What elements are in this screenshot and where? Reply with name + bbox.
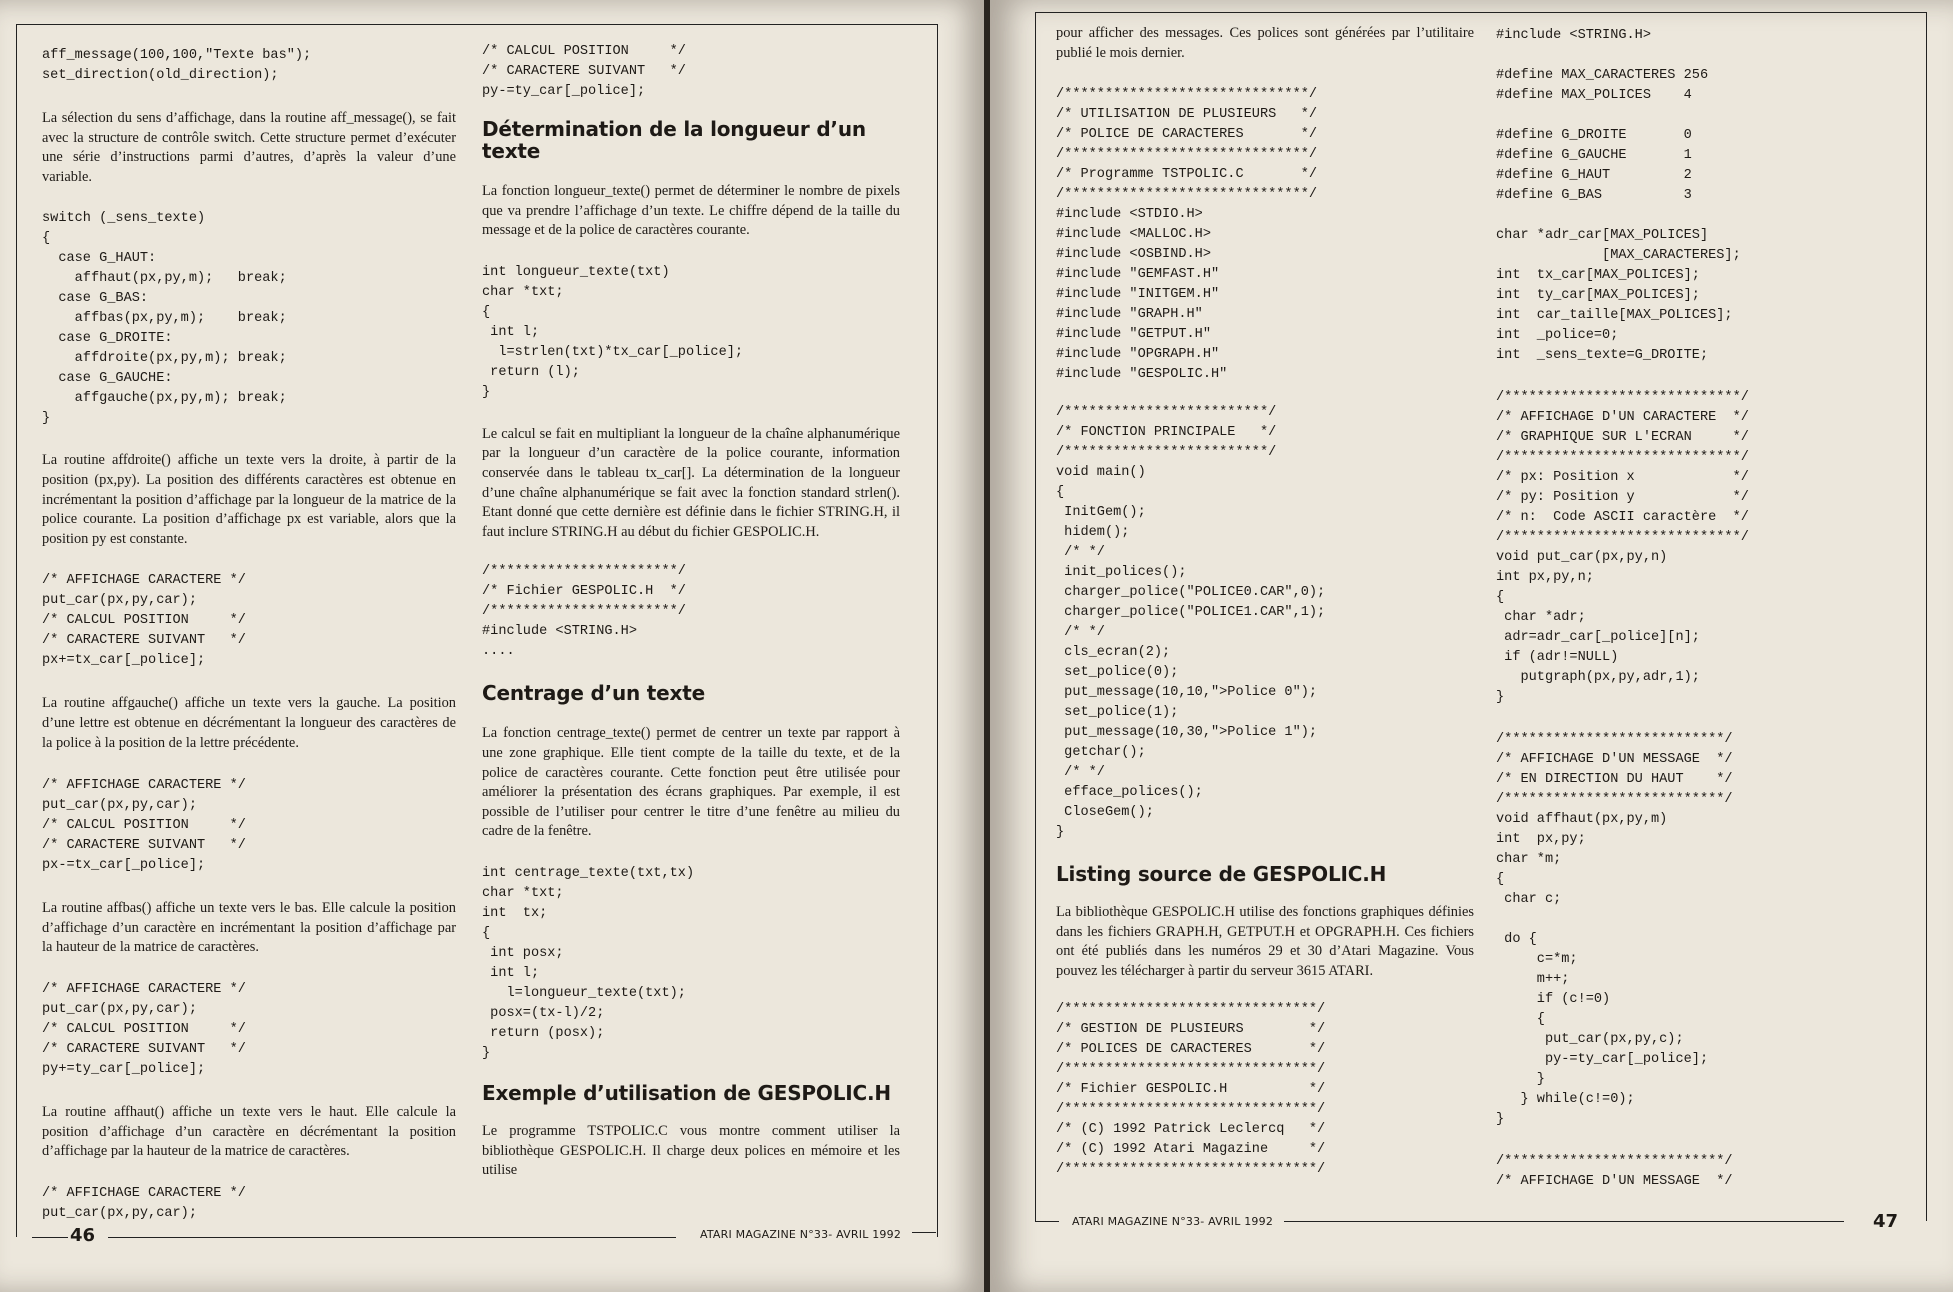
right-footer-rule	[1035, 1221, 1059, 1222]
code-listing: /* CALCUL POSITION */ /* CARACTERE SUIVANT */ py-=ty_car[_police];	[482, 44, 686, 99]
body-paragraph: La sélection du sens d’affichage, dans la routine aff_message(), se fait avec la structure de contrôle switch. Cette structure permet d’exécuter une série d’instructions parmi d’autres, d’après la valeur d’une variable.	[42, 110, 456, 185]
body-paragraph: La fonction centrage_texte() permet de centrer un texte par rapport à une zone graphique. Elle tient compte de la taille du texte, et de la police de caractères courante. Cette fonction peut être utilisée pour améliorer la présentation des écrans graphiques. Par exemple, il est possible de l’utiliser pour centrer le titre d’une fenêtre au milieu du cadre de la fenêtre.	[482, 725, 900, 840]
body-paragraph: Le programme TSTPOLIC.C vous montre comment utiliser la bibliothèque GESPOLIC.H. Il charge deux polices en mémoire et les utilise	[482, 1122, 900, 1179]
body-paragraph: pour afficher des messages. Ces polices sont générées par l’utilitaire publié le mois dernier.	[1056, 25, 1474, 61]
right-column-2	[1496, 26, 1910, 1192]
right-page	[990, 0, 1953, 1292]
right-page-number: 47	[1873, 1211, 1899, 1232]
body-paragraph: La routine affgauche() affiche un texte vers la gauche. La position d’une lettre est obtenue en décrémentant la longueur des caractères de la police à la position de la lettre précédente.	[42, 695, 456, 751]
code-listing: /***************************/ /* AFFICHAGE D'UN MESSAGE */	[1496, 1154, 1733, 1189]
code-listing: /******************************/ /* UTILISATION DE PLUSIEURS */ /* POLICE DE CARACTERES */ /******************************/ /* Programme TSTPOLIC.C */ /******************************/ #include <STDIO.H> #include <MALLOC.H> #include <OSBIND.H> #include "GEMFAST.H" #include "INITGEM.H" #include "GRAPH.H" #include "GETPUT.H" #include "OPGRAPH.H" #include "GESPOLIC.H"	[1056, 87, 1318, 383]
code-listing: aff_message(100,100,"Texte bas"); set_direction(old_direction);	[42, 48, 312, 83]
code-listing: switch (_sens_texte) { case G_HAUT: affhaut(px,py,m); break; case G_BAS: affbas(px,py,m); break; case G_DROITE: affdroite(px,py,m); break; case G_GAUCHE: affgauche(px,py,m); break; }	[42, 211, 287, 427]
left-footer-rule	[32, 1237, 68, 1238]
left-column-1	[42, 46, 456, 1224]
code-listing: /*****************************/ /* AFFICHAGE D'UN CARACTERE */ /* GRAPHIQUE SUR L'ECRAN */ /*****************************/ /* px: Position x */ /* py: Position y */ /* n: Code ASCII caractère */ /*****************************/ void put_car(px,py,n) int px,py,n; { char *adr; adr=adr_car[_police][n]; if (adr!=NULL) putgraph(px,py,adr,1); }	[1496, 390, 1749, 705]
section-heading: Listing source de GESPOLIC.H	[1056, 862, 1387, 887]
section-heading: Exemple d’utilisation de GESPOLIC.H	[482, 1080, 891, 1105]
right-running-footer: ATARI MAGAZINE N°33- AVRIL 1992	[1072, 1215, 1274, 1228]
body-paragraph: Le calcul se fait en multipliant la longueur de la chaîne alphanumérique par la longueur d’un caractère de la police courante, information conservée dans le tableau tx_car[]. La détermination de la longueur d’une chaîne alphanumérique se fait avec la fonction standard strlen(). Etant donné que cette dernière est définie dans le fichier STRING.H, il faut inclure STRING.H au début du fichier GESPOLIC.H.	[482, 425, 900, 540]
code-listing: /* AFFICHAGE CARACTERE */ put_car(px,py,car); /* CALCUL POSITION */ /* CARACTERE SUIVANT */ px-=tx_car[_police];	[42, 778, 246, 874]
body-paragraph: La routine affdroite() affiche un texte vers la droite, à partir de la position (px,py). La position des différents caractères est obtenue en incrémentant la position d’affichage par la longueur de la matrice de la police courante. La position d’affichage px est variable, alors que la position py est constante.	[42, 452, 456, 547]
code-listing: int centrage_texte(txt,tx) char *txt; int tx; { int posx; int l; l=longueur_texte(txt); posx=(tx-l)/2; return (posx); }	[482, 865, 695, 1061]
code-listing: /***************************/ /* AFFICHAGE D'UN MESSAGE */ /* EN DIRECTION DU HAUT */ /***************************/ void affhaut(px,py,m) int px,py; char *m; { char c; do { c=*m; m++; if (c!=0) { put_car(px,py,c); py-=ty_car[_police]; } } while(c!=0); }	[1496, 732, 1733, 1127]
code-listing: /*******************************/ /* GESTION DE PLUSIEURS */ /* POLICES DE CARACTERES */ /*******************************/ /* Fichier GESPOLIC.H */ /*******************************/ /* (C) 1992 Patrick Leclercq */ /* (C) 1992 Atari Magazine */ /*******************************/	[1056, 1001, 1326, 1177]
section-heading: Centrage d’un texte	[482, 681, 705, 706]
body-paragraph: La bibliothèque GESPOLIC.H utilise des fonctions graphiques définies dans les fichiers GRAPH.H, GETPUT.H et OPGRAPH.H. Ces fichiers ont été publiés dans les numéros 29 et 30 d’Atari Magazine. Vous pouvez les télécharger à partir du serveur 3615 ATARI.	[1056, 904, 1474, 979]
code-listing: /* AFFICHAGE CARACTERE */ put_car(px,py,car); /* CALCUL POSITION */ /* CARACTERE SUIVANT */ px+=tx_car[_police];	[42, 573, 246, 669]
right-footer-rule	[1284, 1221, 1844, 1222]
body-paragraph: La routine affhaut() affiche un texte vers le haut. Elle calcule la position d’affichage d’un caractère en décrémentant la position d’affichage par la hauteur de la matrice de caractères.	[42, 1103, 456, 1160]
body-paragraph: La fonction longueur_texte() permet de déterminer le nombre de pixels que va prendre l’affichage d’un texte. Le chiffre dépend de la taille du message et de la police de caractères courante.	[482, 183, 900, 239]
code-listing: /***********************/ /* Fichier GESPOLIC.H */ /***********************/ #include <STRING.H> ....	[482, 564, 686, 660]
left-running-footer: ATARI MAGAZINE N°33- AVRIL 1992	[700, 1228, 902, 1241]
code-listing: /* AFFICHAGE CARACTERE */ put_car(px,py,car); /* CALCUL POSITION */ /* CARACTERE SUIVANT */ py+=ty_car[_police];	[42, 981, 246, 1077]
left-footer-rule	[912, 1232, 936, 1233]
body-paragraph: La routine affbas() affiche un texte vers le bas. Elle calcule la position d’affichage d’un caractère en incrémentant la position d’affichage par la hauteur de la matrice de caractères.	[42, 900, 456, 956]
code-listing: /* AFFICHAGE CARACTERE */ put_car(px,py,car);	[42, 1185, 246, 1221]
code-listing: #include <STRING.H> #define MAX_CARACTERES 256 #define MAX_POLICES 4 #define G_DROITE 0 #define G_GAUCHE 1 #define G_HAUT 2 #define G_BAS 3 char *adr_car[MAX_POLICES] [MAX_CARACTERES]; int tx_car[MAX_POLICES]; int ty_car[MAX_POLICES]; int car_taille[MAX_POLICES]; int _police=0; int _sens_texte=G_DROITE;	[1496, 28, 1741, 363]
right-column-1	[1056, 24, 1474, 1180]
left-footer-rule	[108, 1237, 676, 1238]
code-listing: /*************************/ /* FONCTION PRINCIPALE */ /*************************/ void main() { InitGem(); hidem(); /* */ init_polices(); charger_police("POLICE0.CAR",0); charger_police("POLICE1.CAR",1); /* */ cls_ecran(2); set_police(0); put_message(10,10,">Police 0"); set_police(1); put_message(10,30,">Police 1"); getchar(); /* */ efface_polices(); CloseGem(); }	[1056, 405, 1326, 841]
left-column-2	[482, 42, 900, 1181]
left-page-number: 46	[70, 1225, 96, 1246]
code-listing: int longueur_texte(txt) char *txt; { int l; l=strlen(txt)*tx_car[_police]; return (l); }	[482, 264, 744, 400]
section-heading: Détermination de la longueur d’un texte	[482, 117, 866, 163]
